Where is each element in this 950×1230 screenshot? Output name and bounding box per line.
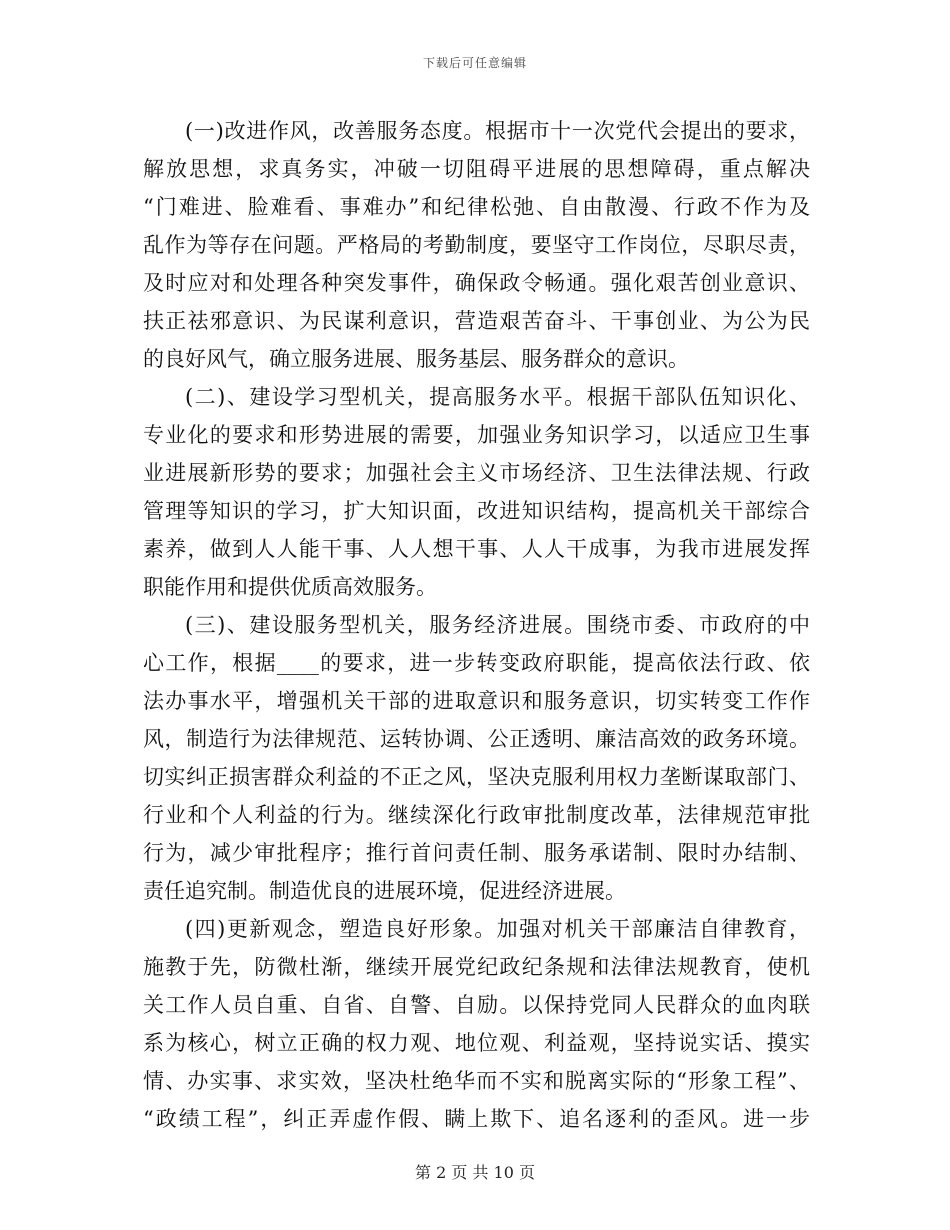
text-line: (二)、建设学习型机关，提高服务水平。根据干部队伍知识化、 (185, 385, 810, 409)
text-line: 心工作，根据____的要求，进一步转变政府职能，提高依法行政、依 (143, 651, 810, 675)
text-line: (四)更新观念，塑造良好形象。加强对机关干部廉洁自律教育， (185, 917, 810, 941)
text-line: 业进展新形势的要求；加强社会主义市场经济、卫生法律法规、行政 (143, 461, 810, 485)
text-line: 责任追究制。制造优良的进展环境，促进经济进展。 (143, 879, 626, 903)
header-note: 下载后可任意编辑 (422, 56, 527, 70)
text-line: 素养，做到人人能干事、人人想干事、人人干成事，为我市进展发挥 (143, 537, 810, 561)
text-line: 的良好风气，确立服务进展、服务基层、服务群众的意识。 (143, 347, 689, 371)
text-line: 管理等知识的学习，扩大知识面，改进知识结构，提高机关干部综合 (143, 499, 810, 523)
text-line: 切实纠正损害群众利益的不正之风，坚决克服利用权力垄断谋取部门、 (143, 765, 810, 789)
text-line: 系为核心，树立正确的权力观、地位观、利益观，坚持说实话、摸实 (143, 1031, 810, 1055)
text-line: (三)、建设服务型机关，服务经济进展。围绕市委、市政府的中 (185, 613, 810, 637)
text-line: “门难进、脸难看、事难办”和纪律松弛、自由散漫、行政不作为及 (143, 195, 810, 219)
text-line: 专业化的要求和形势进展的需要，加强业务知识学习，以适应卫生事 (143, 423, 810, 447)
document-body (143, 112, 810, 1138)
text-line: 职能作用和提供优质高效服务。 (143, 575, 437, 599)
text-line: 行业和个人利益的行为。继续深化行政审批制度改革，法律规范审批 (143, 803, 810, 827)
text-line: 扶正祛邪意识、为民谋利意识，营造艰苦奋斗、干事创业、为公为民 (143, 309, 810, 333)
text-line: 施教于先，防微杜渐，继续开展党纪政纪条规和法律法规教育，使机 (143, 955, 810, 979)
text-line: “政绩工程”，纠正弄虚作假、瞒上欺下、追名逐利的歪风。进一步 (143, 1107, 810, 1131)
text-line: 情、办实事、求实效，坚决杜绝华而不实和脱离实际的“形象工程”、 (143, 1069, 810, 1093)
text-line: (一)改进作风，改善服务态度。根据市十一次党代会提出的要求， (185, 119, 810, 143)
page-number: 第 2 页 共 10 页 (415, 1163, 535, 1182)
text-line: 关工作人员自重、自省、自警、自励。以保持党同人民群众的血肉联 (143, 993, 810, 1017)
text-line: 乱作为等存在问题。严格局的考勤制度，要坚守工作岗位，尽职尽责， (143, 233, 810, 257)
text-line: 行为，减少审批程序；推行首问责任制、服务承诺制、限时办结制、 (143, 841, 810, 865)
text-line: 及时应对和处理各种突发事件，确保政令畅通。强化艰苦创业意识、 (143, 271, 810, 295)
text-line: 法办事水平，增强机关干部的进取意识和服务意识，切实转变工作作 (143, 689, 810, 713)
text-line: 解放思想，求真务实，冲破一切阻碍平进展的思想障碍，重点解决 (143, 157, 810, 181)
text-line: 风，制造行为法律规范、运转协调、公正透明、廉洁高效的政务环境。 (143, 727, 810, 751)
